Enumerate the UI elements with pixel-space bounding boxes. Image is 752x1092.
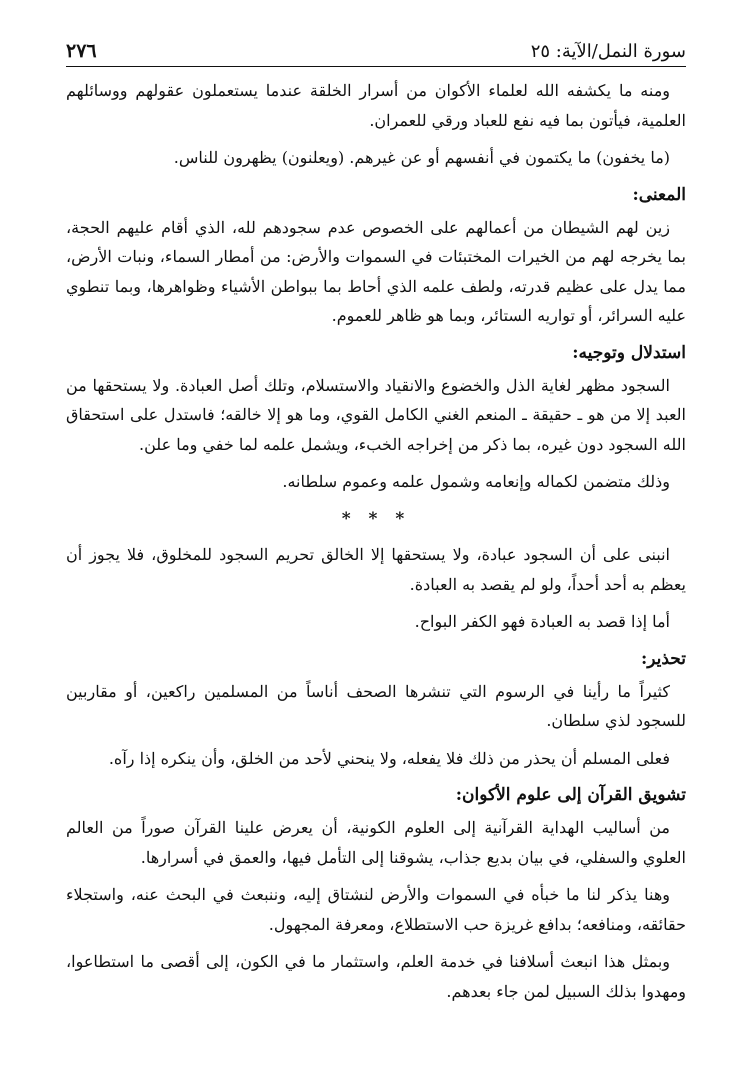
paragraph: وذلك متضمن لكماله وإنعامه وشمول علمه وعموم سلطانه.	[282, 472, 670, 491]
paragraph: وهنا يذكر لنا ما خبأه في السموات والأرض لنشتاق إليه، وننبعث في البحث عنه، واستجلاء حقائقه، ومنافعه؛ بدافع غريزة حب الاستطلاع، ومعرفة المجهول.	[66, 885, 686, 934]
section-separator: * * *	[341, 508, 411, 529]
section-heading-meaning: المعنى:	[632, 184, 686, 205]
paragraph: أما إذا قصد به العبادة فهو الكفر البواح.	[414, 612, 670, 631]
section-heading-sciences: تشويق القرآن إلى علوم الأكوان:	[455, 785, 686, 805]
paragraph: ومنه ما يكشفه الله لعلماء الأكوان من أسرار الخلقة عندما يستعملون عقولهم ووسائلهم العلمية، فيأتون بما فيه نفع للعباد ورقي للعمران.	[66, 81, 686, 130]
paragraph: فعلى المسلم أن يحذر من ذلك فلا يفعله، ولا ينحني لأحد من الخلق، وأن ينكره إذا رآه.	[108, 748, 670, 768]
running-title: سورة النمل/الآية: ٢٥	[530, 41, 686, 62]
paragraph: زين لهم الشيطان من أعمالهم على الخصوص عدم سجودهم لله، الذي أقام عليهم الحجة، بما يخرجه لهم من الخيرات المختبئات في السموات والأرض: من أمطار السماء، ونبات الأرض، مما يدل على عظيم قدرته، ولطف علمه الذي أحاط بما ببواطن الأشياء وظواهرها، وبما تنطوي عليه السرائر، أو تواريه الستائر، وبما هو ظاهر للعموم.	[66, 217, 687, 325]
page-content	[66, 76, 686, 1014]
section-heading-warning: تحذير:	[640, 648, 686, 669]
paragraph: من أساليب الهداية القرآنية إلى العلوم الكونية، أن يعرض علينا القرآن صوراً من العالم العلوي والسفلي، في بيان بديع جذاب، يشوقنا إلى التأمل فيها، والعمق في أسرارها.	[66, 818, 686, 867]
section-heading-inference: استدلال وتوجيه:	[572, 342, 686, 363]
page-number: ٢٧٦	[66, 40, 97, 62]
paragraph: (ما يخفون) ما يكتمون في أنفسهم أو عن غيرهم. (ويعلنون) يظهرون للناس.	[173, 148, 670, 167]
paragraph: انبنى على أن السجود عبادة، ولا يستحقها إلا الخالق تحريم السجود للمخلوق، فلا يجوز أن يعظم به أحد أحداً، ولو لم يقصد به العبادة.	[66, 545, 686, 594]
paragraph: السجود مظهر لغاية الذل والخضوع والانقياد والاستسلام، وتلك أصل العبادة. ولا يستحقها من العبد إلا من هو ـ حقيقة ـ المنعم الغني الكامل القوي، وما هو إلا خالقه؛ فاستدل على استحقاق الله السجود دون غيره، بما ذكر من إخراجه الخبء، ويشمل علمه لما خفي وما علن.	[66, 375, 686, 454]
paragraph: وبمثل هذا انبعث أسلافنا في خدمة العلم، واستثمار ما في الكون، إلى أقصى ما استطاعوا، ومهدوا بذلك السبيل لمن جاء بعدهم.	[66, 952, 686, 1001]
page-header	[66, 30, 686, 67]
paragraph: كثيراً ما رأينا في الرسوم التي تنشرها الصحف أناساً من المسلمين راكعين، أو مقاربين للسجود لذي سلطان.	[66, 681, 686, 730]
